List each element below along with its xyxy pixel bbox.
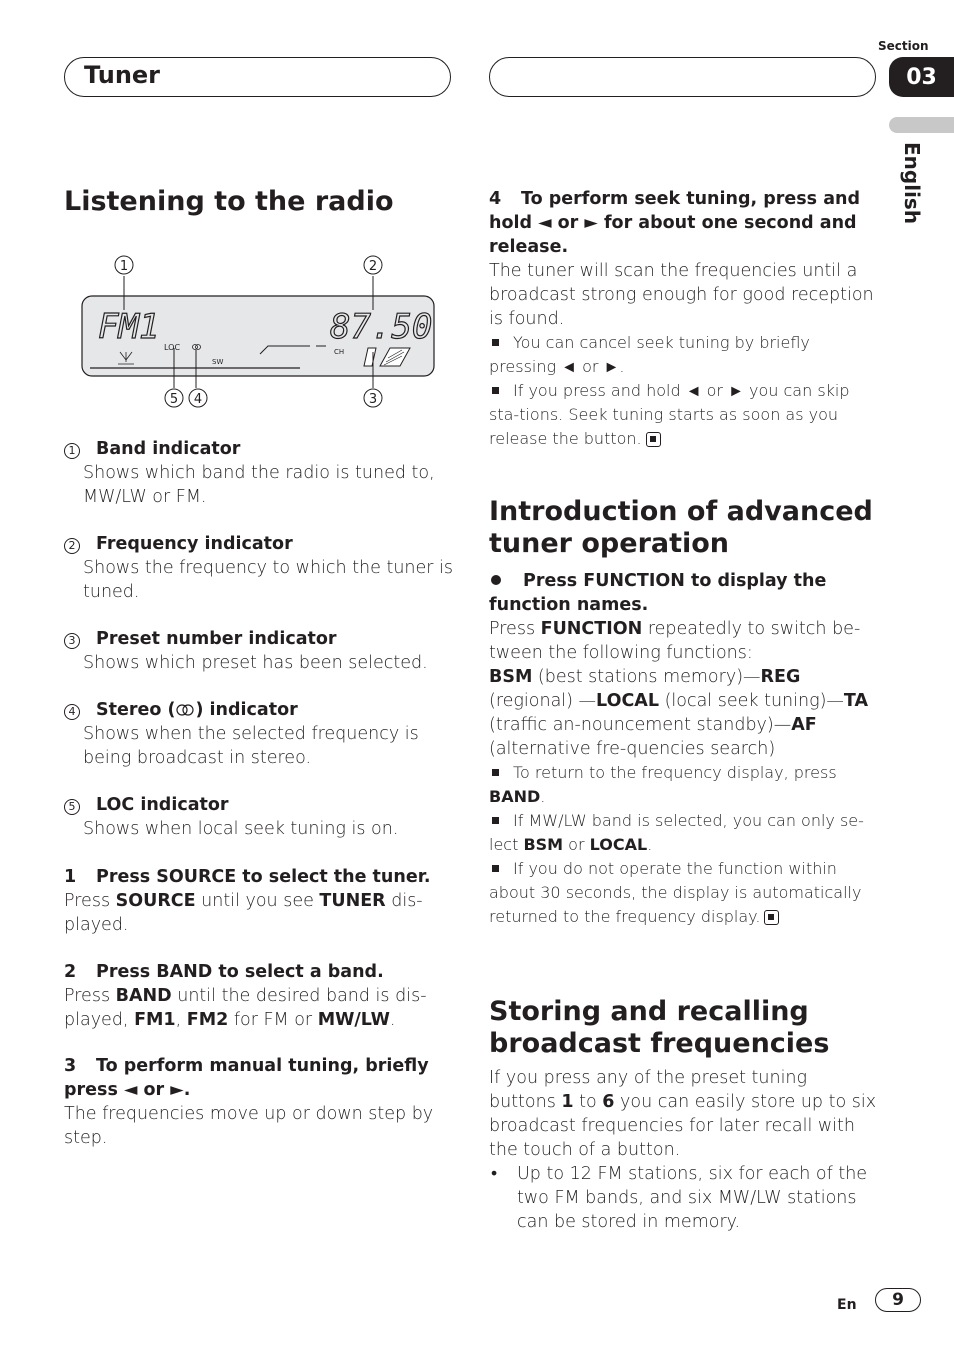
item-title-post: ) indicator (195, 700, 298, 720)
text: for FM or (228, 1010, 318, 1030)
step-description: The frequencies move up or down step by step. (64, 1104, 434, 1148)
language-tab (889, 117, 954, 133)
keyword: BAND (115, 986, 172, 1006)
step-4 (489, 187, 879, 451)
text: (local seek tuning)— (659, 691, 844, 711)
keyword: BSM (489, 667, 533, 687)
list-item-stereo-indicator (64, 698, 454, 770)
step-description (64, 984, 454, 1032)
language-label: English (900, 142, 924, 225)
text: To return to the frequency display, press (513, 763, 837, 782)
bullet-item (489, 809, 879, 857)
text: dis-played. (64, 891, 423, 935)
step-2 (64, 960, 454, 1032)
text: Press (64, 986, 116, 1006)
text: . (540, 787, 546, 806)
callout-1: 1 (119, 259, 129, 274)
step-number: 4 (489, 189, 502, 209)
text: to (573, 1092, 603, 1112)
callout-5: 5 (169, 392, 179, 407)
page-title: Tuner (84, 61, 161, 89)
callout-2: 2 (368, 259, 378, 274)
text: , (175, 1010, 187, 1030)
text: or (563, 835, 590, 854)
section-badge: 03 (889, 57, 954, 97)
stereo-icon (175, 704, 195, 716)
item-number: 2 (64, 538, 80, 554)
function-list (489, 665, 879, 761)
item-description: Shows when the selected frequency is being broadcast in stereo. (83, 724, 419, 768)
page-number: 9 (875, 1288, 921, 1312)
band-display-text: FM1 (98, 307, 160, 347)
item-title-pre: Stereo ( (96, 700, 176, 720)
keyword: BSM (523, 835, 564, 854)
bullet-text: You can cancel seek tuning by briefly pressing ◄ or ►. (489, 333, 810, 376)
item-title: Band indicator (96, 439, 241, 459)
keyword: SOURCE (115, 891, 196, 911)
bullet-text: If you press and hold ◄ or ► you can skip sta-tions. Seek tuning starts as soon as you release the button. (489, 381, 850, 448)
item-number: 5 (64, 799, 80, 815)
step-title: Press BAND to select a band. (96, 962, 384, 982)
list-item-preset-indicator (64, 627, 454, 675)
bullet-square-icon (492, 387, 499, 394)
header-right-frame (489, 57, 876, 97)
step-title: Press SOURCE to select the tuner. (96, 867, 431, 887)
radio-display-illustration (64, 248, 454, 413)
bullet-square-icon (492, 339, 499, 346)
item-description: Shows when local seek tuning is on. (83, 819, 399, 839)
keyword: FM1 (134, 1010, 176, 1030)
advanced-body (489, 569, 879, 929)
keyword: TUNER (319, 891, 386, 911)
end-mark-icon (764, 910, 779, 925)
bullet-item (489, 1162, 879, 1234)
paragraph (489, 617, 879, 665)
end-mark-icon (646, 432, 661, 447)
bullet-dot-icon: • (491, 1164, 498, 1184)
section-label: Section (878, 39, 929, 53)
frequency-display-text: 87.50 (330, 307, 433, 347)
text: until the desired band is dis-played, (64, 986, 427, 1030)
radio-display-svg (64, 248, 454, 413)
text: If you do not operate the function within about 30 seconds, the display is automatically returned to the frequency display. (489, 859, 862, 926)
keyword: FUNCTION (540, 619, 643, 639)
section-heading-storing: Storing and recalling broadcast frequencies (489, 996, 830, 1059)
text: Press (64, 891, 116, 911)
bullet-square-icon (492, 817, 499, 824)
text: repeatedly to switch be-tween the following functions: (489, 619, 861, 663)
text: (traffic an-nouncement standby)— (489, 715, 792, 735)
bullet-item (489, 331, 879, 379)
bullet-dot-icon (491, 575, 501, 585)
step-description (64, 889, 454, 937)
list-item-band-indicator (64, 437, 454, 509)
item-description: Shows which preset has been selected. (83, 653, 428, 673)
step-number: 1 (64, 867, 77, 887)
text: (alternative fre-quencies search) (489, 739, 776, 759)
keyword: LOCAL (589, 835, 648, 854)
sw-display-text: SW (212, 358, 224, 366)
bullet-text: Up to 12 FM stations, six for each of the two FM bands, and six MW/LW stations can be stored in memory. (517, 1164, 868, 1232)
bullet-square-icon (492, 865, 499, 872)
ch-display-text: CH (334, 348, 345, 356)
keyword: 6 (602, 1092, 615, 1112)
list-item-frequency-indicator (64, 532, 454, 604)
step-title: To perform manual tuning, briefly press ◄ or ►. (64, 1056, 429, 1100)
step-number: 3 (64, 1056, 77, 1076)
instruction (489, 569, 879, 617)
bullet-item (489, 379, 879, 451)
keyword: MW/LW (317, 1010, 390, 1030)
step-1 (64, 865, 454, 937)
text: (best stations memory)— (532, 667, 761, 687)
item-description: Shows which band the radio is tuned to, MW/LW or FM. (83, 463, 435, 507)
bullet-item (489, 761, 879, 809)
text: . (389, 1010, 396, 1030)
item-number: 3 (64, 633, 80, 649)
bullet-item (489, 857, 879, 929)
callout-4: 4 (193, 392, 203, 407)
item-title: Preset number indicator (96, 629, 337, 649)
item-description: Shows the frequency to which the tuner is tuned. (83, 558, 454, 602)
text: If MW/LW band is selected, you can only se-lect (489, 811, 864, 854)
step-number: 2 (64, 962, 77, 982)
list-item-loc-indicator (64, 793, 454, 841)
storing-body (489, 1066, 879, 1234)
keyword: 1 (561, 1092, 574, 1112)
keyword: AF (791, 715, 817, 735)
keyword: LOCAL (596, 691, 659, 711)
callout-3: 3 (368, 392, 378, 407)
item-number: 4 (64, 704, 80, 720)
keyword: TA (843, 691, 869, 711)
item-number: 1 (64, 443, 80, 459)
text: . (647, 835, 653, 854)
text: you can easily store up to six broadcast frequencies for later recall with the touch of a button. (489, 1092, 877, 1160)
bullet-square-icon (492, 769, 499, 776)
text: until you see (195, 891, 320, 911)
item-title: LOC indicator (96, 795, 229, 815)
keyword: FM2 (186, 1010, 229, 1030)
text: Press (489, 619, 541, 639)
instruction-text: Press FUNCTION to display the function names. (489, 571, 827, 615)
footer-lang-code: En (837, 1297, 857, 1313)
section-heading-advanced: Introduction of advanced tuner operation (489, 496, 873, 559)
step-description: The tuner will scan the frequencies until a broadcast strong enough for good reception is found. (489, 261, 874, 329)
keyword: REG (760, 667, 801, 687)
text: If you press any of the preset tuning buttons (489, 1068, 808, 1112)
loc-display-text: LOC (164, 343, 181, 352)
text: (regional) — (489, 691, 597, 711)
step-3 (64, 1054, 454, 1150)
step-title: To perform seek tuning, press and hold ◄ or ► for about one second and release. (489, 189, 860, 257)
paragraph (489, 1066, 879, 1162)
item-title: Frequency indicator (96, 534, 293, 554)
section-heading-radio: Listening to the radio (64, 186, 394, 217)
keyword: BAND (489, 787, 541, 806)
